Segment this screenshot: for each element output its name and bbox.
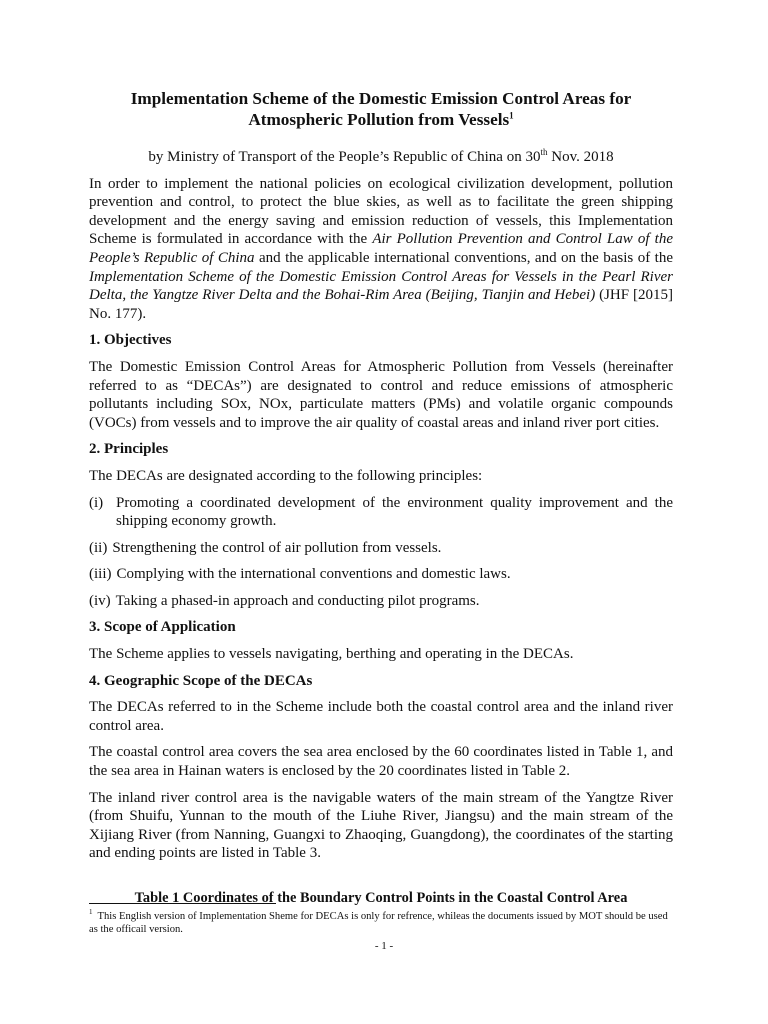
page-body (89, 88, 673, 908)
principle-item (89, 539, 673, 558)
footnote-marker: 1 (89, 908, 93, 917)
section-heading-objectives: 1. Objectives (89, 332, 172, 349)
table-caption: Table 1 Coordinates of the Boundary Control Points in the Coastal Control Area (134, 890, 628, 906)
principle-item (89, 494, 673, 531)
geographic-paragraph-2: The coastal control area covers the sea area enclosed by the 60 coordinates listed in Table 1, and the sea area in Hainan waters is enclosed by the 20 coordinates listed in Table 2. (89, 744, 673, 780)
scope-paragraph: The Scheme applies to vessels navigating, berthing and operating in the DECAs. (89, 646, 574, 663)
page-number: - 1 - (374, 940, 394, 952)
principle-text: Promoting a coordinated development of the environment quality improvement and the shipping economy growth. (116, 494, 673, 530)
objectives-paragraph: The Domestic Emission Control Areas for Atmospheric Pollution from Vessels (hereinafter referred to as “DECAs”) are designated to control and reduce emissions of atmospheric pollutants including SOx, NOx, particulate matters (PMs) and volatile organic compounds (VOCs) from vessels and to improve the air quality of coastal areas and inland river port cities. (89, 358, 673, 431)
principles-intro: The DECAs are designated according to the following principles: (89, 467, 483, 484)
byline-suffix: Nov. 2018 (547, 149, 614, 165)
principle-item (89, 565, 673, 584)
principle-number: (i) (89, 494, 104, 511)
section-heading-scope: 3. Scope of Application (89, 619, 236, 636)
footnote (89, 910, 673, 936)
intro-part-3: (JHF [2015] No. 177). (89, 287, 674, 322)
principle-text: Strengthening the control of air pollution from vessels. (112, 539, 442, 556)
geographic-paragraph-1: The DECAs referred to in the Scheme include both the coastal control area and the inland river control area. (89, 699, 673, 734)
principle-text: Complying with the international conventions and domestic laws. (116, 566, 511, 583)
footnote-text: This English version of Implementation Sheme for DECAs is only for refrence, whileas the documents issued by MOT should be used as the officail version. (89, 911, 668, 935)
principle-number: (iii) (89, 566, 112, 583)
title-footnote-ref[interactable]: 1 (509, 110, 514, 121)
byline-ordinal: th (540, 147, 548, 157)
byline (89, 148, 673, 167)
principle-number: (ii) (89, 539, 108, 556)
intro-scheme-title: Implementation Scheme of the Domestic Emission Control Areas for Vessels in the Pearl River Delta, the Yangtze River Delta and the Bohai-Rim Area (Beijing, Tianjin and Hebei) (89, 268, 673, 304)
intro-law-title: Air Pollution Prevention and Control Law of the People’s Republic of China (89, 231, 673, 266)
footnote-divider (89, 903, 276, 904)
section-heading-geographic: 4. Geographic Scope of the DECAs (89, 672, 313, 689)
intro-part-1: In order to implement the national policies on ecological civilization development, pollution prevention and control, to protect the blue skies, as well as to facilitate the green shipping development and the energy saving and emission reduction of vessels, this Implementation Scheme is formulated in accordance with the (89, 175, 673, 248)
byline-prefix: by Ministry of Transport of the People’s Republic of China on 30 (148, 149, 541, 165)
section-heading-principles: 2. Principles (89, 441, 169, 458)
intro-paragraph (89, 175, 673, 324)
intro-part-2: and the applicable international conventions, and on the basis of the (254, 249, 673, 266)
document-title (89, 88, 673, 130)
title-line-1: Implementation Scheme of the Domestic Emission Control Areas for (130, 89, 632, 108)
principle-text: Taking a phased-in approach and conducting pilot programs. (115, 592, 480, 609)
principle-item (89, 592, 673, 611)
geographic-paragraph-3: The inland river control area is the navigable waters of the main stream of the Yangtze River (from Shuifu, Yunnan to the mouth of the Liuhe River, Jiangsu) and the main stream of the Xijiang River (from Nanning, Guangxi to Zhaoqing, Guangdong), the coordinates of the starting and ending points are listed in Table 3. (89, 789, 673, 862)
principle-number: (iv) (89, 592, 111, 609)
title-line-2: Atmospheric Pollution from Vessels (248, 110, 510, 129)
